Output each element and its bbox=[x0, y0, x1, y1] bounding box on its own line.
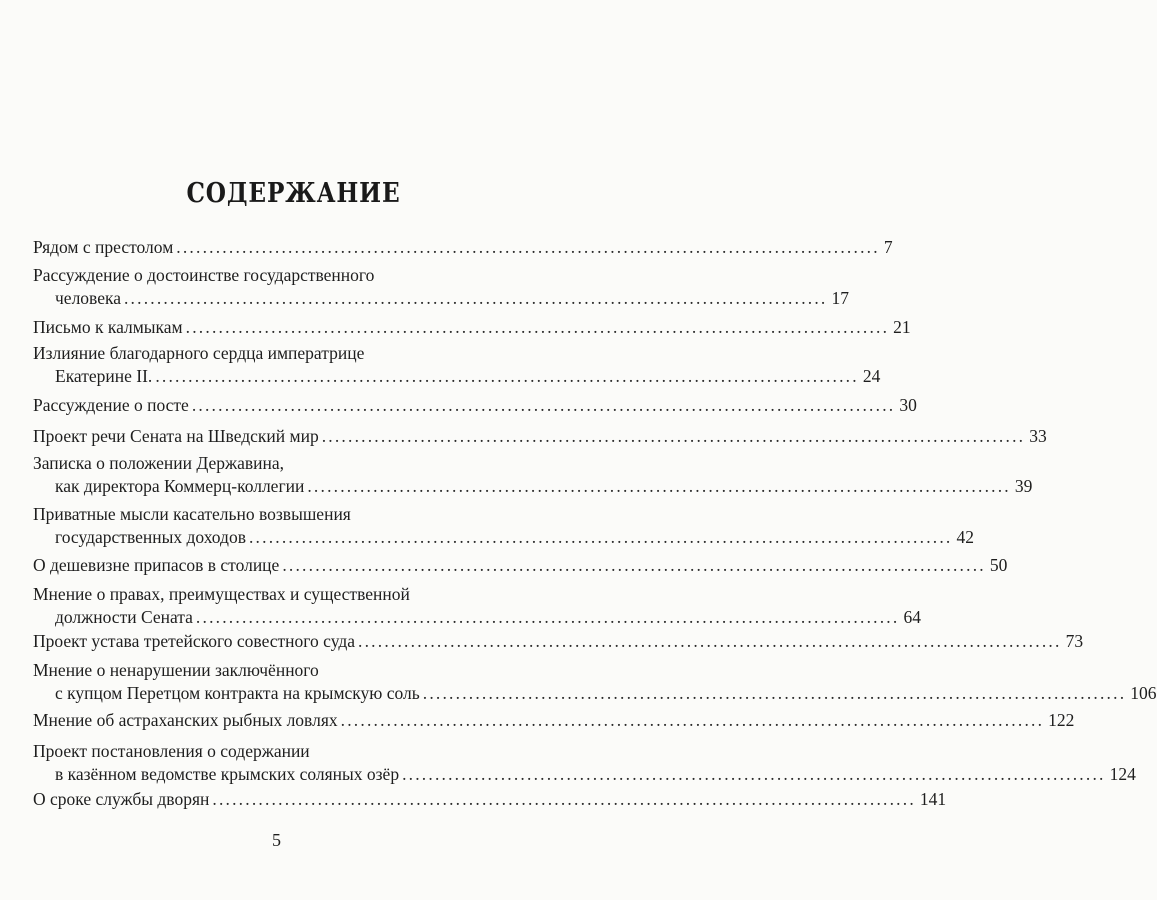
toc-entry bbox=[33, 740, 1136, 786]
toc-entry bbox=[33, 236, 893, 259]
toc-entry-title: О сроке службы дворян bbox=[33, 789, 210, 809]
dot-leader: ........................................................................................................... bbox=[248, 527, 953, 547]
dot-leader: ........................................................................................................... bbox=[195, 607, 900, 627]
dot-leader: ........................................................................................................... bbox=[155, 366, 859, 386]
toc-page-number: 7 bbox=[883, 237, 893, 257]
toc-entry bbox=[33, 316, 911, 339]
toc-page-number: 24 bbox=[862, 366, 881, 386]
dot-leader: ........................................................................................................... bbox=[321, 426, 1026, 446]
dot-leader: ........................................................................................................... bbox=[185, 317, 890, 337]
toc-entry-title-cont: как директора Коммерц-коллегии bbox=[55, 476, 305, 496]
dot-leader: ........................................................................................................... bbox=[402, 764, 1106, 784]
dot-leader: ........................................................................................................... bbox=[282, 555, 986, 575]
toc-entry-title-cont: с купцом Перетцом контракта на крымскую соль bbox=[55, 683, 420, 703]
dot-leader: ........................................................................................................... bbox=[340, 710, 1045, 730]
dot-leader: ........................................................................................................... bbox=[422, 683, 1127, 703]
toc-page-number: 73 bbox=[1065, 631, 1084, 651]
toc-entry-title-cont: должности Сената bbox=[55, 607, 193, 627]
toc-entry bbox=[33, 709, 1075, 732]
toc-entry-title-cont: человека bbox=[55, 288, 121, 308]
toc-page-number: 17 bbox=[831, 288, 850, 308]
toc-entry-title: О дешевизне припасов в столице bbox=[33, 555, 280, 575]
toc-entry-title: Записка о положении Державина, bbox=[33, 453, 284, 473]
toc-page-number: 106 bbox=[1130, 683, 1157, 703]
dot-leader: ........................................................................................................... bbox=[307, 476, 1011, 496]
dot-leader: ........................................................................................................... bbox=[176, 237, 880, 257]
toc-page-number: 50 bbox=[989, 555, 1008, 575]
toc-entry bbox=[33, 394, 917, 417]
toc-entry bbox=[33, 503, 974, 549]
toc-entry bbox=[33, 630, 1084, 653]
toc-page-number: 21 bbox=[893, 317, 911, 337]
toc-entry-title: Приватные мысли касательно возвышения bbox=[33, 504, 351, 524]
dot-leader: ........................................................................................................... bbox=[358, 631, 1062, 651]
toc-entry bbox=[33, 342, 881, 388]
dot-leader: ........................................................................................................... bbox=[191, 395, 896, 415]
toc-entry bbox=[33, 583, 921, 629]
dot-leader: ........................................................................................................... bbox=[212, 789, 916, 809]
toc-entry-title: Проект речи Сената на Шведский мир bbox=[33, 426, 319, 446]
toc-entry-title-cont: в казённом ведомстве крымских соляных озёр bbox=[55, 764, 400, 784]
toc-entry-title: Проект постановления о содержании bbox=[33, 741, 310, 761]
toc-entry-title: Мнение о ненарушении заключённого bbox=[33, 660, 319, 680]
toc-page-number: 124 bbox=[1109, 764, 1136, 784]
toc-entry-title: Письмо к калмыкам bbox=[33, 317, 183, 337]
toc-entry bbox=[33, 425, 1047, 448]
dot-leader: ........................................................................................................... bbox=[123, 288, 828, 308]
toc-entry-title-cont: Екатерине II. bbox=[55, 366, 153, 386]
toc-page-number: 39 bbox=[1014, 476, 1033, 496]
toc-entry-title: Рядом с престолом bbox=[33, 237, 174, 257]
page-title: СОДЕРЖАНИЕ bbox=[186, 178, 401, 209]
toc-entry bbox=[33, 264, 850, 310]
toc-page-number: 64 bbox=[903, 607, 921, 627]
toc-entry bbox=[33, 659, 1157, 705]
toc-entry-title: Мнение о правах, преимуществах и существенной bbox=[33, 584, 410, 604]
toc-entry bbox=[33, 788, 947, 811]
toc-entry bbox=[33, 554, 1008, 577]
toc-entry-title: Излияние благодарного сердца императрице bbox=[33, 343, 365, 363]
toc-page-number: 141 bbox=[919, 789, 947, 809]
page-number: 5 bbox=[272, 830, 281, 850]
toc-page-number: 30 bbox=[899, 395, 917, 415]
toc-page-number: 33 bbox=[1029, 426, 1047, 446]
toc-page-number: 42 bbox=[956, 527, 974, 547]
toc-entry-title: Мнение об астраханских рыбных ловлях bbox=[33, 710, 338, 730]
toc-page-number: 122 bbox=[1048, 710, 1075, 730]
toc-entry-title: Проект устава третейского совестного суда bbox=[33, 631, 356, 651]
toc-entry-title: Рассуждение о посте bbox=[33, 395, 189, 415]
toc-entry bbox=[33, 452, 1033, 498]
toc-entry-title-cont: государственных доходов bbox=[55, 527, 246, 547]
toc-entry-title: Рассуждение о достоинстве государственного bbox=[33, 265, 375, 285]
